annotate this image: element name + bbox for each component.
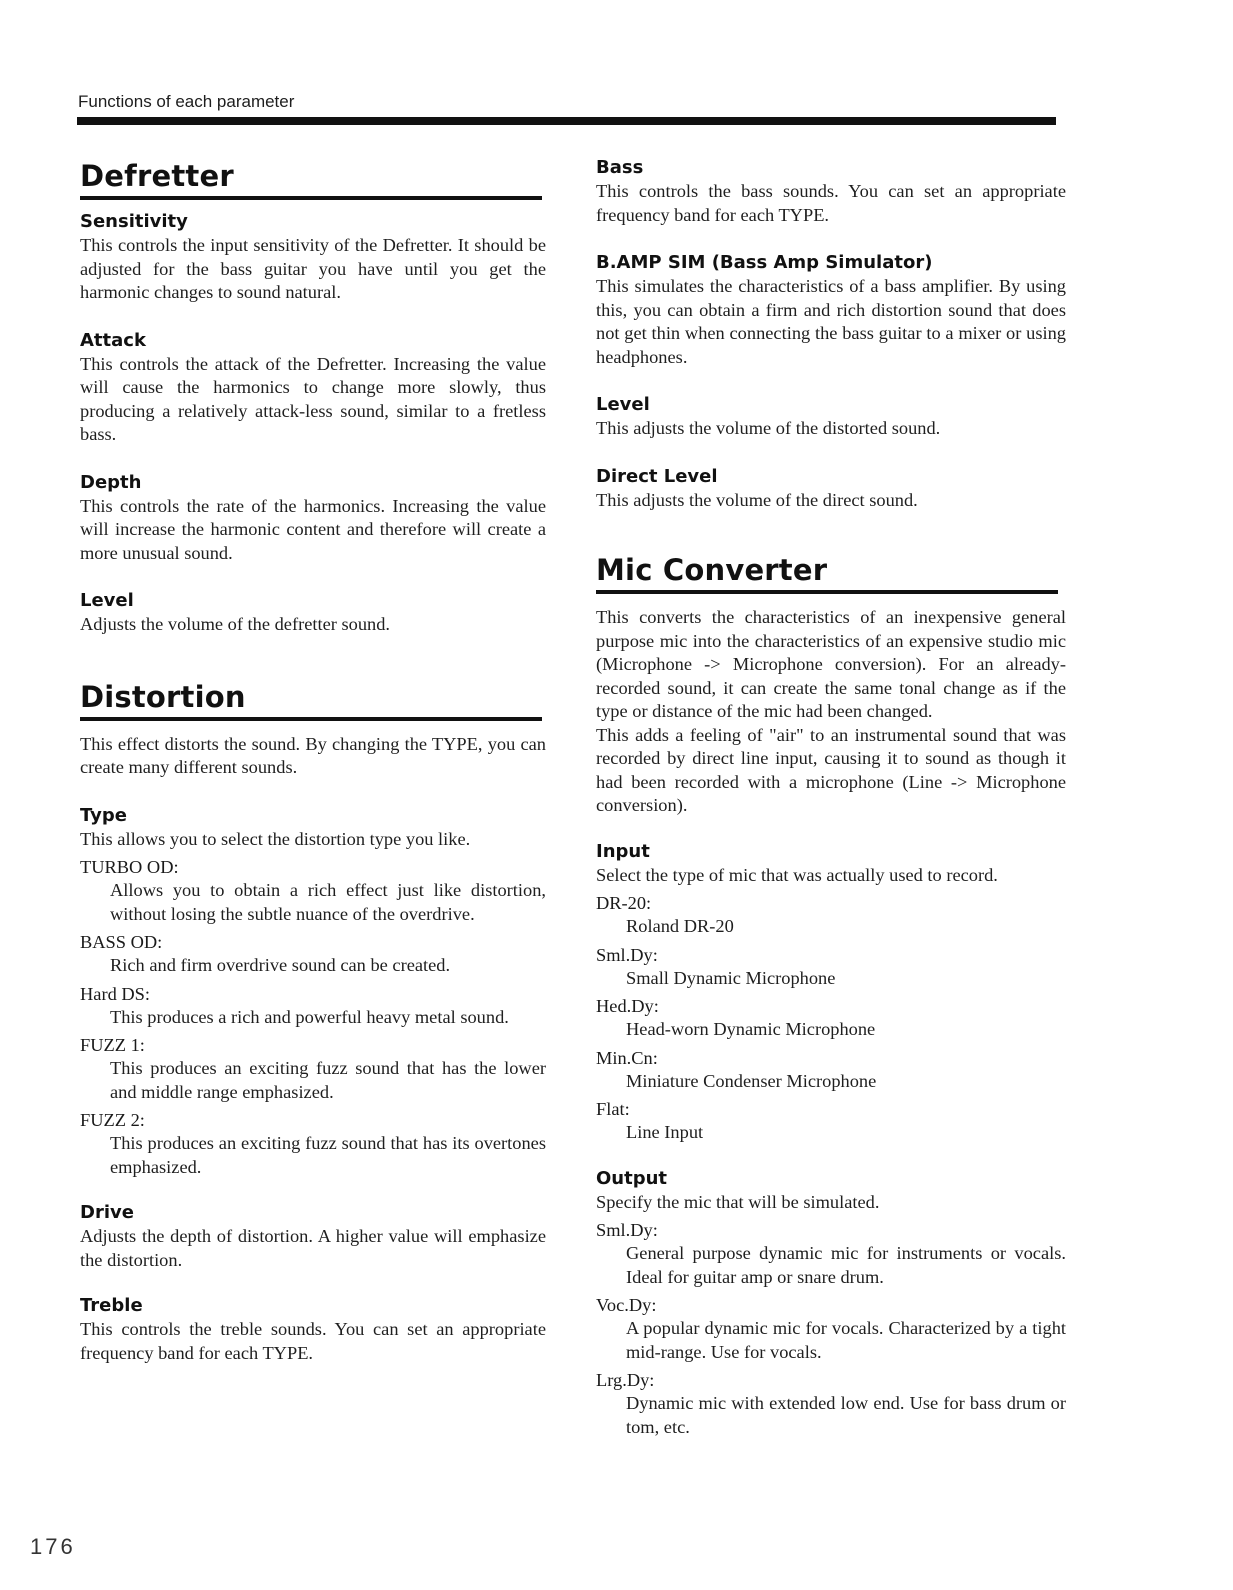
param-attack: [80, 329, 546, 447]
option-label: Hed.Dy:: [596, 996, 659, 1016]
option-label: Sml.Dy:: [596, 944, 658, 965]
option-desc: Roland DR-20: [626, 916, 734, 936]
type-option: [80, 982, 546, 1030]
param-title: Direct Level: [596, 465, 718, 487]
option-label: Flat:: [596, 1099, 630, 1119]
distortion-intro: This effect distorts the sound. By changing the TYPE, you can create many different sounds.: [80, 733, 546, 777]
param-treble: [80, 1294, 546, 1365]
param-title: Output: [596, 1167, 668, 1189]
option-label: BASS OD:: [80, 932, 163, 952]
param-text: This adjusts the volume of the distorted sound.: [596, 418, 941, 438]
param-title: Sensitivity: [80, 211, 188, 232]
input-option: [596, 891, 1066, 939]
left-column: [80, 158, 546, 1365]
option-label: Sml.Dy:: [596, 1220, 658, 1240]
param-level: [80, 589, 546, 637]
type-option: [80, 855, 546, 926]
type-option: [80, 1108, 546, 1179]
param-title: Treble: [80, 1295, 143, 1316]
param-text: This adjusts the volume of the direct sound.: [596, 489, 918, 510]
option-label: FUZZ 2:: [80, 1110, 145, 1130]
option-desc: Allows you to obtain a rich effect just like distortion, without losing the subtle nuance of the overdrive.: [110, 880, 546, 924]
option-label: Lrg.Dy:: [596, 1370, 655, 1390]
section-rule: [80, 196, 542, 200]
section-title-mic-converter: Mic Converter: [596, 553, 828, 587]
param-title: Level: [596, 394, 650, 415]
page-header-title: Functions of each parameter: [78, 92, 295, 111]
mic-converter-intro: This converts the characteristics of an inexpensive general purpose mic into the characteristics of an expensive studio mic (Microphone -> Microphone conversion). For an already-recorded sound, it can create the same tonal change as if the type or distance of the mic had been changed.: [596, 607, 1066, 721]
page-number: 176: [30, 1534, 76, 1559]
param-text: This controls the bass sounds. You can set an appropriate frequency band for each TYPE.: [596, 181, 1066, 225]
param-title: Attack: [80, 329, 146, 351]
param-title: Level: [80, 590, 134, 611]
section-rule: [80, 717, 542, 721]
output-option: [596, 1218, 1066, 1289]
output-option: [596, 1368, 1066, 1439]
option-label: DR-20:: [596, 893, 652, 913]
input-option: [596, 943, 1066, 991]
param-text: Adjusts the volume of the defretter sound.: [80, 614, 391, 634]
option-desc: Rich and firm overdrive sound can be created.: [110, 955, 451, 975]
param-title: Depth: [80, 471, 142, 493]
type-option: [80, 1033, 546, 1104]
option-desc: This produces an exciting fuzz sound that has its overtones emphasized.: [110, 1133, 546, 1177]
param-text: Specify the mic that will be simulated.: [596, 1191, 880, 1212]
mic-converter-section: [596, 552, 1066, 1439]
output-option: [596, 1293, 1066, 1364]
param-depth: [80, 471, 546, 566]
option-label: Voc.Dy:: [596, 1295, 657, 1315]
param-title: B.AMP SIM (Bass Amp Simulator): [596, 252, 933, 273]
input-option: [596, 1046, 1066, 1094]
distortion-section: [80, 679, 546, 1366]
section-rule: [596, 590, 1058, 594]
option-desc: This produces a rich and powerful heavy metal sound.: [110, 1006, 509, 1027]
param-output: [596, 1167, 1066, 1440]
option-desc: Head-worn Dynamic Microphone: [626, 1019, 876, 1039]
option-desc: Dynamic mic with extended low end. Use for bass drum or tom, etc.: [626, 1393, 1066, 1437]
param-direct-level: [596, 465, 1066, 513]
option-desc: Miniature Condenser Microphone: [626, 1070, 877, 1091]
input-option: [596, 994, 1066, 1042]
param-bass: [596, 156, 1066, 227]
param-drive: [80, 1201, 546, 1272]
option-desc: General purpose dynamic mic for instruments or vocals. Ideal for guitar amp or snare drum.: [626, 1243, 1066, 1287]
right-column: [596, 156, 1066, 1439]
section-title-defretter: Defretter: [80, 159, 234, 193]
param-title: Type: [80, 804, 127, 826]
param-text: This controls the treble sounds. You can set an appropriate frequency band for each TYPE.: [80, 1319, 546, 1363]
param-input: [596, 840, 1066, 1145]
option-desc: A popular dynamic mic for vocals. Characterized by a tight mid-range. Use for vocals.: [626, 1318, 1066, 1362]
param-text: This controls the rate of the harmonics. Increasing the value will increase the harmonic content and therefore will create a more unusual sound.: [80, 495, 546, 563]
option-desc: This produces an exciting fuzz sound that has the lower and middle range emphasized.: [110, 1058, 546, 1102]
param-text: This controls the input sensitivity of the Defretter. It should be adjusted for the bass guitar you have until you get the harmonic changes to sound natural.: [80, 235, 546, 302]
section-title-distortion: Distortion: [80, 679, 246, 714]
option-label: Hard DS:: [80, 983, 150, 1004]
param-type: [80, 804, 546, 1180]
type-option: [80, 930, 546, 978]
param-title: Input: [596, 840, 650, 862]
header-rule: [77, 117, 1056, 125]
defretter-section: [80, 158, 546, 637]
option-label: TURBO OD:: [80, 857, 179, 877]
option-label: Min.Cn:: [596, 1047, 658, 1068]
param-title: Drive: [80, 1202, 134, 1223]
param-text: This allows you to select the distortion type you like.: [80, 828, 471, 849]
param-level: [596, 393, 1066, 441]
param-text: Select the type of mic that was actually used to record.: [596, 864, 998, 885]
option-desc: Small Dynamic Microphone: [626, 967, 836, 988]
param-text: This controls the attack of the Defretter. Increasing the value will cause the harmonics to change more slowly, thus producing a relatively attack-less sound, similar to a fretless bass.: [80, 353, 546, 444]
mic-converter-intro-line: This adds a feeling of "air" to an instrumental sound that was recorded by direct line input, causing it to sound as though it had been recorded with a microphone (Line -> Microphone conversion).: [596, 724, 1066, 815]
param-title: Bass: [596, 157, 644, 178]
option-label: FUZZ 1:: [80, 1035, 145, 1055]
param-text: This simulates the characteristics of a bass amplifier. By using this, you can obtain a firm and rich distortion sound that does not get thin when connecting the bass guitar to a mixer or using headphones.: [596, 276, 1066, 367]
param-sensitivity: [80, 210, 546, 305]
param-text: Adjusts the depth of distortion. A higher value will emphasize the distortion.: [80, 1226, 546, 1270]
input-option: [596, 1097, 1066, 1145]
param-bass-amp-sim: [596, 251, 1066, 369]
option-desc: Line Input: [626, 1122, 704, 1142]
